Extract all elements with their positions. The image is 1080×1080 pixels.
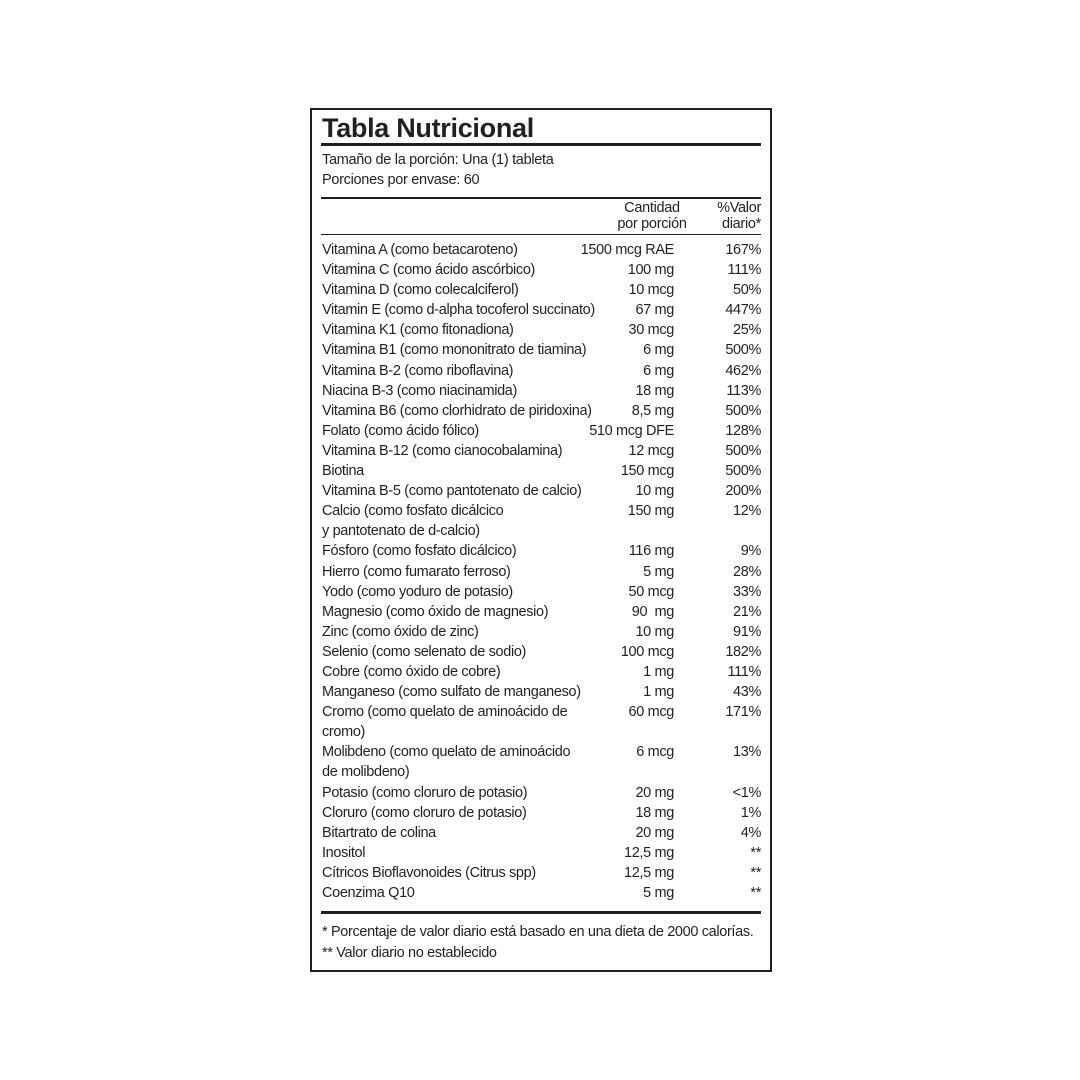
- daily-value-column-header: [717, 200, 761, 232]
- nutrient-name-line: Vitamina K1 (como fitonadiona): [322, 322, 514, 339]
- nutrient-name-line: Folato (como ácido fólico): [322, 422, 479, 439]
- nutrient-name: [322, 481, 622, 501]
- nutrient-name-line: Vitamina C (como ácido ascórbico): [322, 262, 536, 279]
- nutrient-row: [322, 682, 761, 702]
- nutrient-daily-value: 43%: [733, 684, 761, 701]
- title-divider: [321, 143, 761, 146]
- panel-title: Tabla Nutricional: [322, 113, 534, 143]
- nutrient-row: [322, 340, 761, 360]
- nutrient-row: [322, 260, 761, 280]
- nutrient-row: [322, 582, 761, 602]
- nutrient-name-line: Fósforo (como fosfato dicálcico): [322, 543, 517, 560]
- nutrient-row: [322, 240, 761, 260]
- nutrient-daily-value: 447%: [725, 302, 761, 319]
- nutrient-name-line: Potasio (como cloruro de potasio): [322, 784, 528, 801]
- nutrient-name: [322, 702, 622, 742]
- nutrient-daily-value: 113%: [726, 382, 761, 399]
- nutrient-row: [322, 461, 761, 481]
- nutrient-name: [322, 883, 622, 903]
- nutrient-amount: 116 mg: [628, 543, 674, 560]
- nutrient-name: [322, 803, 622, 823]
- nutrient-row: [322, 803, 761, 823]
- nutrient-amount: 12,5 mg: [624, 844, 674, 861]
- amount-header-line-2: por porción: [617, 216, 687, 232]
- nutrient-amount: 6 mg: [643, 342, 674, 359]
- nutrient-row: [322, 481, 761, 501]
- nutrient-name-line: Calcio (como fosfato dicálcico: [322, 503, 504, 520]
- nutrient-daily-value: 33%: [733, 583, 761, 600]
- nutrient-name: [322, 642, 622, 662]
- amount-header-line-1: Cantidad: [624, 200, 680, 216]
- nutrient-name: [322, 421, 622, 441]
- nutrient-row: [322, 280, 761, 300]
- nutrient-amount: 5 mg: [643, 563, 674, 580]
- footnote-not-established: ** Valor diario no establecido: [322, 944, 497, 961]
- nutrient-row: [322, 843, 761, 863]
- nutrient-amount: 30 mcg: [628, 322, 674, 339]
- nutrient-amount: 5 mg: [643, 885, 674, 901]
- nutrient-daily-value: 1%: [740, 804, 761, 821]
- nutrient-daily-value: 462%: [725, 362, 761, 379]
- nutrient-name: [322, 823, 622, 843]
- nutrient-amount: 67 mg: [635, 302, 674, 319]
- nutrient-row: [322, 361, 761, 381]
- nutrient-daily-value: 12%: [733, 503, 761, 520]
- nutrient-daily-value: 21%: [733, 603, 761, 620]
- nutrient-name-line: Cloruro (como cloruro de potasio): [322, 804, 527, 821]
- nutrient-row: [322, 742, 761, 782]
- nutrient-amount: 18 mg: [635, 804, 674, 821]
- nutrient-amount: 10 mcg: [628, 282, 674, 299]
- nutrient-amount: 10 mg: [635, 623, 674, 640]
- nutrient-daily-value: 500%: [725, 463, 761, 480]
- nutrient-row: [322, 562, 761, 582]
- nutrient-name: [322, 320, 622, 340]
- nutrient-row: [322, 421, 761, 441]
- nutrition-facts-panel: [310, 108, 772, 972]
- nutrient-daily-value: 9%: [740, 543, 761, 560]
- nutrient-name-line: Vitamin E (como d-alpha tocoferol succinato): [322, 302, 595, 319]
- nutrient-row: [322, 381, 761, 401]
- nutrient-amount: 12 mcg: [628, 442, 674, 459]
- nutrient-daily-value: <1%: [732, 784, 761, 801]
- nutrient-name-line: Zinc (como óxido de zinc): [322, 623, 479, 640]
- dv-header-line-2: diario*: [721, 216, 761, 232]
- nutrient-amount: 60 mcg: [628, 704, 674, 721]
- nutrient-daily-value: 13%: [733, 744, 761, 761]
- nutrient-name-line: Vitamina D (como colecalciferol): [322, 282, 519, 299]
- nutrient-name: [322, 501, 622, 541]
- nutrient-amount: 150 mg: [627, 503, 674, 520]
- column-header-divider: [321, 234, 761, 235]
- nutrient-amount: 50 mcg: [628, 583, 674, 600]
- nutrient-name: [322, 300, 622, 320]
- nutrient-amount: 20 mg: [635, 784, 674, 801]
- nutrient-daily-value: **: [750, 885, 761, 901]
- nutrient-amount: 100 mg: [627, 262, 674, 279]
- serving-info: [322, 150, 554, 190]
- nutrient-row: [322, 783, 761, 803]
- nutrient-amount: 18 mg: [635, 382, 674, 399]
- nutrient-name: [322, 742, 622, 782]
- nutrient-name-line: Vitamina B-2 (como riboflavina): [322, 362, 514, 379]
- nutrient-amount: 510 mcg DFE: [589, 422, 674, 439]
- nutrient-name: [322, 541, 622, 561]
- nutrient-name-line: Cobre (como óxido de cobre): [322, 663, 501, 680]
- nutrient-row: [322, 883, 761, 903]
- nutrient-amount: 1 mg: [643, 684, 674, 701]
- nutrient-name-line: y pantotenato de d-calcio): [322, 523, 480, 540]
- nutrient-name: [322, 401, 622, 421]
- nutrient-name: [322, 622, 622, 642]
- nutrient-name: [322, 361, 622, 381]
- nutrient-name-line: Vitamina B6 (como clorhidrato de piridoxina): [322, 402, 592, 419]
- nutrient-name: [322, 562, 622, 582]
- footer-divider: [321, 911, 761, 914]
- nutrient-row: [322, 622, 761, 642]
- nutrient-name-line: Niacina B-3 (como niacinamida): [322, 382, 517, 399]
- nutrient-name: [322, 461, 622, 481]
- nutrient-row: [322, 662, 761, 682]
- nutrient-row: [322, 401, 761, 421]
- nutrient-daily-value: 171%: [725, 704, 761, 721]
- nutrient-name: [322, 240, 622, 260]
- nutrient-daily-value: 167%: [725, 242, 761, 258]
- nutrient-daily-value: 500%: [725, 442, 761, 459]
- nutrient-name: [322, 381, 622, 401]
- nutrient-row: [322, 441, 761, 461]
- nutrient-name: [322, 682, 622, 702]
- dv-header-line-1: %Valor: [717, 200, 761, 216]
- nutrient-name: [322, 582, 622, 602]
- nutrient-name-line: Vitamina B-5 (como pantotenato de calcio): [322, 483, 582, 500]
- nutrient-row: [322, 501, 761, 541]
- nutrient-row: [322, 320, 761, 340]
- nutrient-name: [322, 783, 622, 803]
- nutrient-row: [322, 642, 761, 662]
- nutrient-daily-value: 200%: [725, 483, 761, 500]
- nutrient-name: [322, 280, 622, 300]
- nutrient-row: [322, 300, 761, 320]
- nutrient-name-line: Vitamina A (como betacaroteno): [322, 242, 518, 258]
- nutrient-amount: 8,5 mg: [631, 402, 674, 419]
- nutrient-row: [322, 541, 761, 561]
- footnote-daily-value: * Porcentaje de valor diario está basado en una dieta de 2000 calorías.: [322, 924, 754, 940]
- serving-size: Tamaño de la porción: Una (1) tableta: [322, 152, 554, 168]
- nutrient-name-line: Vitamina B1 (como mononitrato de tiamina): [322, 342, 587, 359]
- nutrient-row: [322, 823, 761, 843]
- nutrient-name-line: Cromo (como quelato de aminoácido de: [322, 704, 568, 721]
- nutrient-daily-value: 91%: [733, 623, 761, 640]
- nutrient-name-line: Hierro (como fumarato ferroso): [322, 563, 511, 580]
- nutrient-daily-value: 50%: [733, 282, 761, 299]
- nutrient-amount: 6 mg: [643, 362, 674, 379]
- nutrient-daily-value: **: [750, 864, 761, 881]
- nutrient-daily-value: 28%: [733, 563, 761, 580]
- nutrient-daily-value: 25%: [733, 322, 761, 339]
- nutrient-name-line: Coenzima Q10: [322, 885, 415, 901]
- nutrient-name: [322, 662, 622, 682]
- nutrient-daily-value: 500%: [725, 342, 761, 359]
- footnotes: [322, 922, 753, 963]
- servings-per-container: Porciones por envase: 60: [322, 172, 480, 188]
- nutrient-amount: 6 mcg: [636, 744, 674, 761]
- nutrient-name-line: Bitartrato de colina: [322, 824, 436, 841]
- nutrient-daily-value: 111%: [727, 663, 761, 680]
- header-divider: [321, 197, 761, 199]
- nutrient-amount: 90 mg: [631, 603, 674, 620]
- amount-column-header: [612, 200, 692, 232]
- nutrient-name-line: Magnesio (como óxido de magnesio): [322, 603, 549, 620]
- nutrient-amount: 150 mcg: [620, 463, 674, 480]
- nutrient-row: [322, 863, 761, 883]
- nutrient-name: [322, 441, 622, 461]
- nutrient-daily-value: **: [750, 844, 761, 861]
- nutrient-amount: 1500 mcg RAE: [580, 242, 674, 258]
- nutrient-row: [322, 602, 761, 622]
- nutrient-row: [322, 702, 761, 742]
- nutrient-name-line: Vitamina B-12 (como cianocobalamina): [322, 442, 563, 459]
- nutrient-daily-value: 500%: [725, 402, 761, 419]
- nutrient-list: [322, 240, 761, 903]
- nutrient-amount: 20 mg: [635, 824, 674, 841]
- nutrient-amount: 1 mg: [643, 663, 674, 680]
- nutrient-name-line: Manganeso (como sulfato de manganeso): [322, 684, 581, 701]
- nutrient-amount: 10 mg: [635, 483, 674, 500]
- nutrient-name-line: Molibdeno (como quelato de aminoácido: [322, 744, 571, 761]
- nutrient-name: [322, 843, 622, 863]
- nutrient-name-line: cromo): [322, 724, 366, 741]
- nutrient-name-line: Yodo (como yoduro de potasio): [322, 583, 513, 600]
- nutrient-daily-value: 4%: [740, 824, 761, 841]
- nutrient-name: [322, 260, 622, 280]
- nutrient-name: [322, 602, 622, 622]
- nutrient-name: [322, 340, 622, 360]
- nutrient-name-line: Biotina: [322, 463, 364, 480]
- nutrient-name-line: Cítricos Bioflavonoides (Citrus spp): [322, 864, 536, 881]
- nutrient-name-line: Selenio (como selenato de sodio): [322, 643, 527, 660]
- nutrient-name: [322, 863, 622, 883]
- nutrient-amount: 12,5 mg: [624, 864, 674, 881]
- nutrient-amount: 100 mcg: [620, 643, 674, 660]
- nutrient-daily-value: 111%: [727, 262, 761, 279]
- nutrient-name-line: de molibdeno): [322, 764, 410, 781]
- nutrient-daily-value: 182%: [725, 643, 761, 660]
- nutrient-name-line: Inositol: [322, 844, 366, 861]
- nutrient-daily-value: 128%: [725, 422, 761, 439]
